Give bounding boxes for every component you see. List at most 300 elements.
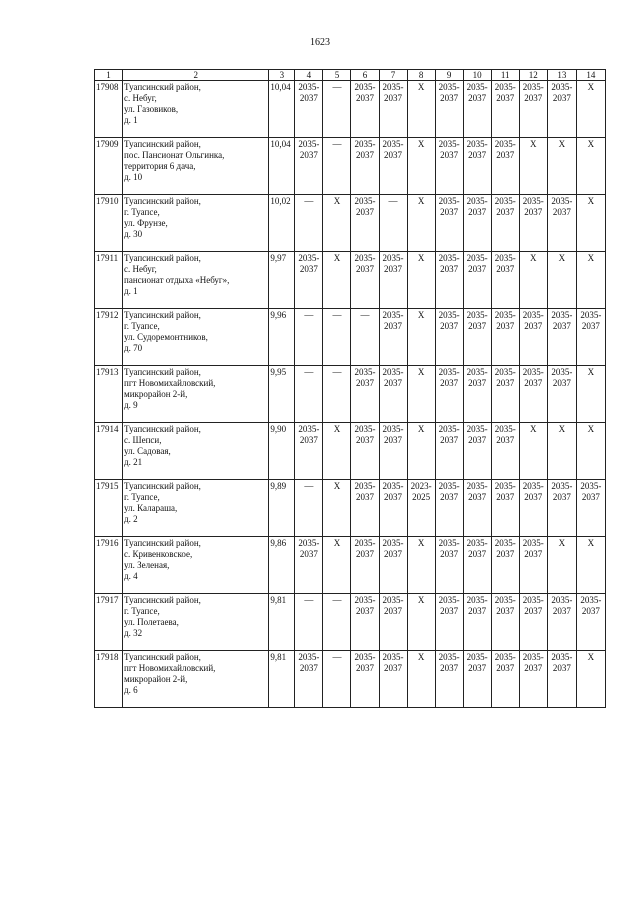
- period-cell: [547, 138, 576, 195]
- period-cell: [351, 195, 379, 252]
- address-line: ул. Полетаева,: [124, 617, 179, 627]
- period-line: X: [333, 424, 341, 434]
- period-cell: [491, 252, 519, 309]
- period-cell: [295, 594, 323, 651]
- period-line: 2037: [299, 435, 318, 445]
- period-line: 2037: [440, 93, 459, 103]
- table-row: [95, 309, 606, 366]
- period-cell: [576, 366, 605, 423]
- period-cell: [407, 138, 435, 195]
- period-line: 2037: [524, 549, 543, 559]
- period-line: 2037: [496, 321, 515, 331]
- period-line: X: [530, 253, 537, 263]
- period-cell: [351, 81, 379, 138]
- period-line: 2037: [552, 378, 571, 388]
- address-cell: [123, 594, 269, 651]
- period-cell: [407, 195, 435, 252]
- period-line: X: [417, 652, 425, 662]
- period-line: 2037: [496, 492, 515, 502]
- period-cell: [576, 537, 605, 594]
- period-cell: [576, 81, 605, 138]
- period-line: 2035-: [494, 538, 516, 548]
- column-header: 4: [295, 70, 323, 81]
- period-line: 2035-: [494, 310, 516, 320]
- period-cell: [491, 480, 519, 537]
- period-line: 2037: [355, 663, 374, 673]
- period-line: 2035-: [494, 481, 516, 491]
- address-line: пгт Новомихайловский,: [124, 663, 216, 673]
- period-line: 2037: [468, 492, 487, 502]
- period-line: 2035-: [522, 196, 544, 206]
- period-line: 2035-: [438, 82, 460, 92]
- period-line: 2037: [299, 663, 318, 673]
- address-line: г. Туапсе,: [124, 606, 160, 616]
- period-line: 2037: [440, 606, 459, 616]
- period-line: 2037: [524, 663, 543, 673]
- address-line: с. Небуг,: [124, 93, 157, 103]
- period-cell: [547, 195, 576, 252]
- row-number: 17917: [95, 594, 123, 651]
- period-line: 2037: [384, 150, 403, 160]
- table-row: [95, 195, 606, 252]
- table-row: [95, 423, 606, 480]
- period-line: 2035-: [522, 310, 544, 320]
- period-line: 2035-: [551, 481, 573, 491]
- address-line: д. 70: [124, 343, 143, 353]
- period-line: 2035-: [466, 538, 488, 548]
- address-cell: [123, 138, 269, 195]
- period-line: 2037: [468, 606, 487, 616]
- period-line: 2037: [384, 264, 403, 274]
- period-cell: [407, 252, 435, 309]
- value-cell: 9,89: [269, 480, 295, 537]
- period-line: 2037: [384, 321, 403, 331]
- period-cell: [323, 366, 351, 423]
- period-line: X: [417, 538, 425, 548]
- period-cell: [379, 309, 407, 366]
- period-line: 2035-: [382, 595, 404, 605]
- period-line: X: [333, 538, 341, 548]
- period-line: 2037: [384, 492, 403, 502]
- period-line: 2037: [299, 264, 318, 274]
- period-line: X: [587, 538, 595, 548]
- period-line: 2035-: [494, 82, 516, 92]
- period-cell: [351, 138, 379, 195]
- period-line: 2037: [468, 663, 487, 673]
- period-line: 2035-: [354, 82, 376, 92]
- period-line: X: [417, 196, 425, 206]
- period-cell: [576, 252, 605, 309]
- table-row: [95, 480, 606, 537]
- period-cell: [519, 309, 547, 366]
- table-row: [95, 651, 606, 708]
- period-cell: [463, 309, 491, 366]
- row-number: 17910: [95, 195, 123, 252]
- period-line: —: [304, 367, 314, 377]
- row-number: 17913: [95, 366, 123, 423]
- period-cell: [435, 423, 463, 480]
- value-cell: 10,04: [269, 81, 295, 138]
- period-cell: [519, 651, 547, 708]
- period-line: X: [333, 481, 341, 491]
- period-line: 2035-: [354, 595, 376, 605]
- period-cell: [463, 537, 491, 594]
- period-line: 2037: [440, 435, 459, 445]
- period-line: 2037: [552, 93, 571, 103]
- period-line: 2035-: [382, 424, 404, 434]
- period-cell: [547, 81, 576, 138]
- period-cell: [295, 309, 323, 366]
- period-line: 2037: [468, 93, 487, 103]
- period-line: 2037: [468, 321, 487, 331]
- period-line: 2037: [468, 264, 487, 274]
- period-line: 2035-: [298, 538, 320, 548]
- period-cell: [491, 423, 519, 480]
- period-line: —: [388, 196, 398, 206]
- period-line: 2035-: [551, 652, 573, 662]
- period-line: 2035-: [551, 196, 573, 206]
- period-cell: [576, 309, 605, 366]
- column-header: 8: [407, 70, 435, 81]
- row-number: 17916: [95, 537, 123, 594]
- period-cell: [547, 480, 576, 537]
- period-line: 2035-: [438, 481, 460, 491]
- address-line: д. 1: [124, 115, 138, 125]
- period-line: 2035-: [438, 310, 460, 320]
- period-line: 2037: [384, 378, 403, 388]
- address-line: с. Кривенковское,: [124, 549, 193, 559]
- period-cell: [491, 537, 519, 594]
- period-line: —: [332, 82, 342, 92]
- period-cell: [323, 81, 351, 138]
- period-cell: [463, 252, 491, 309]
- address-line: д. 32: [124, 628, 143, 638]
- period-line: 2037: [440, 663, 459, 673]
- period-line: 2035-: [580, 310, 602, 320]
- period-line: 2037: [384, 663, 403, 673]
- period-line: 2035-: [298, 652, 320, 662]
- period-line: 2035-: [466, 253, 488, 263]
- address-line: д. 2: [124, 514, 138, 524]
- period-line: 2037: [496, 264, 515, 274]
- period-line: 2035-: [580, 481, 602, 491]
- period-cell: [379, 366, 407, 423]
- address-line: Туапсинский район,: [124, 481, 201, 491]
- address-cell: [123, 423, 269, 480]
- period-cell: [351, 309, 379, 366]
- period-line: 2023-: [410, 481, 432, 491]
- period-line: 2035-: [438, 595, 460, 605]
- address-line: д. 6: [124, 685, 138, 695]
- address-line: территория 6 дача,: [124, 161, 196, 171]
- period-line: 2035-: [298, 82, 320, 92]
- period-line: —: [304, 481, 314, 491]
- period-cell: [351, 423, 379, 480]
- address-line: Туапсинский район,: [124, 538, 201, 548]
- period-line: 2035-: [494, 652, 516, 662]
- column-header: 3: [269, 70, 295, 81]
- period-line: —: [304, 595, 314, 605]
- period-line: 2037: [355, 207, 374, 217]
- period-cell: [547, 252, 576, 309]
- period-cell: [576, 594, 605, 651]
- table-row: [95, 252, 606, 309]
- address-line: ул. Калараша,: [124, 503, 178, 513]
- period-cell: [435, 81, 463, 138]
- period-line: 2035-: [354, 424, 376, 434]
- table-row: [95, 366, 606, 423]
- period-line: 2035-: [466, 310, 488, 320]
- period-line: —: [360, 310, 370, 320]
- period-line: 2037: [581, 321, 600, 331]
- period-line: —: [332, 310, 342, 320]
- period-cell: [547, 366, 576, 423]
- period-cell: [519, 138, 547, 195]
- period-line: 2035-: [382, 481, 404, 491]
- value-cell: 10,04: [269, 138, 295, 195]
- period-cell: [295, 366, 323, 423]
- period-cell: [519, 81, 547, 138]
- period-line: X: [333, 253, 341, 263]
- address-line: с. Шепси,: [124, 435, 162, 445]
- period-cell: [547, 651, 576, 708]
- period-line: —: [332, 367, 342, 377]
- period-cell: [463, 81, 491, 138]
- period-line: 2035-: [522, 481, 544, 491]
- period-line: 2035-: [494, 424, 516, 434]
- period-line: 2037: [355, 606, 374, 616]
- period-cell: [323, 594, 351, 651]
- period-line: 2037: [440, 549, 459, 559]
- period-line: 2037: [496, 549, 515, 559]
- column-header: 14: [576, 70, 605, 81]
- period-cell: [351, 366, 379, 423]
- period-line: 2037: [384, 93, 403, 103]
- period-line: 2037: [299, 150, 318, 160]
- address-line: г. Туапсе,: [124, 321, 160, 331]
- row-number: 17918: [95, 651, 123, 708]
- period-line: 2035-: [382, 367, 404, 377]
- period-line: 2037: [552, 606, 571, 616]
- address-cell: [123, 81, 269, 138]
- period-line: 2035-: [466, 82, 488, 92]
- period-cell: [435, 138, 463, 195]
- period-line: 2037: [496, 606, 515, 616]
- address-line: д. 10: [124, 172, 143, 182]
- address-cell: [123, 252, 269, 309]
- period-line: X: [417, 310, 425, 320]
- address-cell: [123, 366, 269, 423]
- address-cell: [123, 309, 269, 366]
- period-line: 2035-: [466, 424, 488, 434]
- period-line: 2037: [552, 492, 571, 502]
- period-line: 2035-: [466, 595, 488, 605]
- period-cell: [435, 537, 463, 594]
- period-line: 2035-: [551, 310, 573, 320]
- period-line: 2037: [524, 321, 543, 331]
- period-line: X: [558, 424, 566, 434]
- period-cell: [491, 138, 519, 195]
- period-line: 2035-: [466, 367, 488, 377]
- period-line: 2035-: [551, 595, 573, 605]
- column-header: 12: [519, 70, 547, 81]
- period-line: X: [417, 424, 425, 434]
- period-cell: [435, 366, 463, 423]
- column-header: 5: [323, 70, 351, 81]
- address-line: ул. Зеленая,: [124, 560, 170, 570]
- period-cell: [379, 81, 407, 138]
- period-line: 2035-: [522, 652, 544, 662]
- period-cell: [463, 195, 491, 252]
- period-line: 2035-: [466, 652, 488, 662]
- period-cell: [295, 537, 323, 594]
- column-header: 6: [351, 70, 379, 81]
- period-cell: [435, 309, 463, 366]
- period-cell: [547, 594, 576, 651]
- address-line: Туапсинский район,: [124, 310, 201, 320]
- period-cell: [463, 480, 491, 537]
- row-number: 17908: [95, 81, 123, 138]
- period-cell: [576, 480, 605, 537]
- address-line: микрорайон 2-й,: [124, 389, 188, 399]
- value-cell: 9,81: [269, 594, 295, 651]
- period-cell: [379, 252, 407, 309]
- address-line: пос. Пансионат Ольгинка,: [124, 150, 225, 160]
- period-line: 2037: [384, 435, 403, 445]
- table-row: [95, 537, 606, 594]
- period-cell: [407, 480, 435, 537]
- period-line: 2037: [440, 264, 459, 274]
- period-line: 2035-: [354, 367, 376, 377]
- period-line: 2037: [468, 435, 487, 445]
- address-line: г. Туапсе,: [124, 207, 160, 217]
- address-line: пансионат отдыха «Небуг»,: [124, 275, 230, 285]
- period-line: 2035-: [298, 139, 320, 149]
- period-line: 2035-: [382, 82, 404, 92]
- period-cell: [463, 138, 491, 195]
- address-line: ул. Фрунзе,: [124, 218, 168, 228]
- address-line: пгт Новомихайловский,: [124, 378, 216, 388]
- period-line: 2035-: [438, 652, 460, 662]
- period-line: X: [587, 424, 595, 434]
- column-header: 11: [491, 70, 519, 81]
- period-line: X: [587, 652, 595, 662]
- period-line: 2035-: [438, 367, 460, 377]
- period-cell: [379, 195, 407, 252]
- period-cell: [576, 651, 605, 708]
- column-header: 13: [547, 70, 576, 81]
- period-line: X: [587, 253, 595, 263]
- period-cell: [351, 594, 379, 651]
- period-line: 2037: [468, 378, 487, 388]
- period-cell: [547, 309, 576, 366]
- period-line: X: [417, 139, 425, 149]
- period-cell: [407, 537, 435, 594]
- period-cell: [519, 423, 547, 480]
- address-line: Туапсинский район,: [124, 82, 201, 92]
- period-line: 2037: [496, 150, 515, 160]
- period-line: 2035-: [551, 367, 573, 377]
- period-cell: [576, 138, 605, 195]
- period-cell: [463, 651, 491, 708]
- period-line: 2035-: [522, 82, 544, 92]
- period-cell: [463, 366, 491, 423]
- period-cell: [547, 537, 576, 594]
- period-line: 2035-: [494, 139, 516, 149]
- address-line: д. 1: [124, 286, 138, 296]
- value-cell: 10,02: [269, 195, 295, 252]
- period-line: 2037: [524, 207, 543, 217]
- period-line: 2037: [355, 150, 374, 160]
- period-line: 2035-: [382, 652, 404, 662]
- period-cell: [547, 423, 576, 480]
- period-line: X: [417, 595, 425, 605]
- address-cell: [123, 651, 269, 708]
- period-cell: [323, 309, 351, 366]
- period-line: 2025: [412, 492, 431, 502]
- period-line: 2037: [440, 321, 459, 331]
- period-cell: [435, 651, 463, 708]
- address-line: д. 30: [124, 229, 143, 239]
- period-line: 2035-: [382, 139, 404, 149]
- period-line: 2037: [524, 492, 543, 502]
- period-line: X: [587, 196, 595, 206]
- registry-table: [94, 69, 606, 708]
- period-cell: [295, 195, 323, 252]
- address-line: Туапсинский район,: [124, 652, 201, 662]
- period-cell: [519, 366, 547, 423]
- column-header-row: [95, 70, 606, 81]
- period-line: —: [332, 139, 342, 149]
- period-cell: [379, 594, 407, 651]
- period-cell: [491, 594, 519, 651]
- period-line: X: [558, 538, 566, 548]
- address-cell: [123, 537, 269, 594]
- period-cell: [407, 594, 435, 651]
- row-number: 17915: [95, 480, 123, 537]
- period-line: X: [333, 196, 341, 206]
- period-cell: [491, 81, 519, 138]
- period-line: 2037: [496, 207, 515, 217]
- period-line: 2035-: [494, 367, 516, 377]
- row-number: 17914: [95, 423, 123, 480]
- period-cell: [295, 480, 323, 537]
- period-cell: [323, 252, 351, 309]
- period-line: 2035-: [494, 196, 516, 206]
- period-cell: [519, 480, 547, 537]
- period-line: 2035-: [466, 196, 488, 206]
- period-line: 2035-: [438, 139, 460, 149]
- period-line: 2035-: [522, 367, 544, 377]
- period-line: 2035-: [551, 82, 573, 92]
- period-cell: [435, 195, 463, 252]
- period-line: 2037: [384, 549, 403, 559]
- period-cell: [323, 423, 351, 480]
- period-line: 2035-: [522, 538, 544, 548]
- column-header: 2: [123, 70, 269, 81]
- period-line: 2035-: [438, 196, 460, 206]
- period-line: 2035-: [354, 139, 376, 149]
- period-line: 2035-: [354, 196, 376, 206]
- period-cell: [519, 252, 547, 309]
- address-line: ул. Судоремонтников,: [124, 332, 208, 342]
- period-cell: [379, 651, 407, 708]
- period-line: —: [332, 595, 342, 605]
- period-cell: [435, 480, 463, 537]
- period-line: 2037: [355, 93, 374, 103]
- period-cell: [407, 366, 435, 423]
- table-row: [95, 594, 606, 651]
